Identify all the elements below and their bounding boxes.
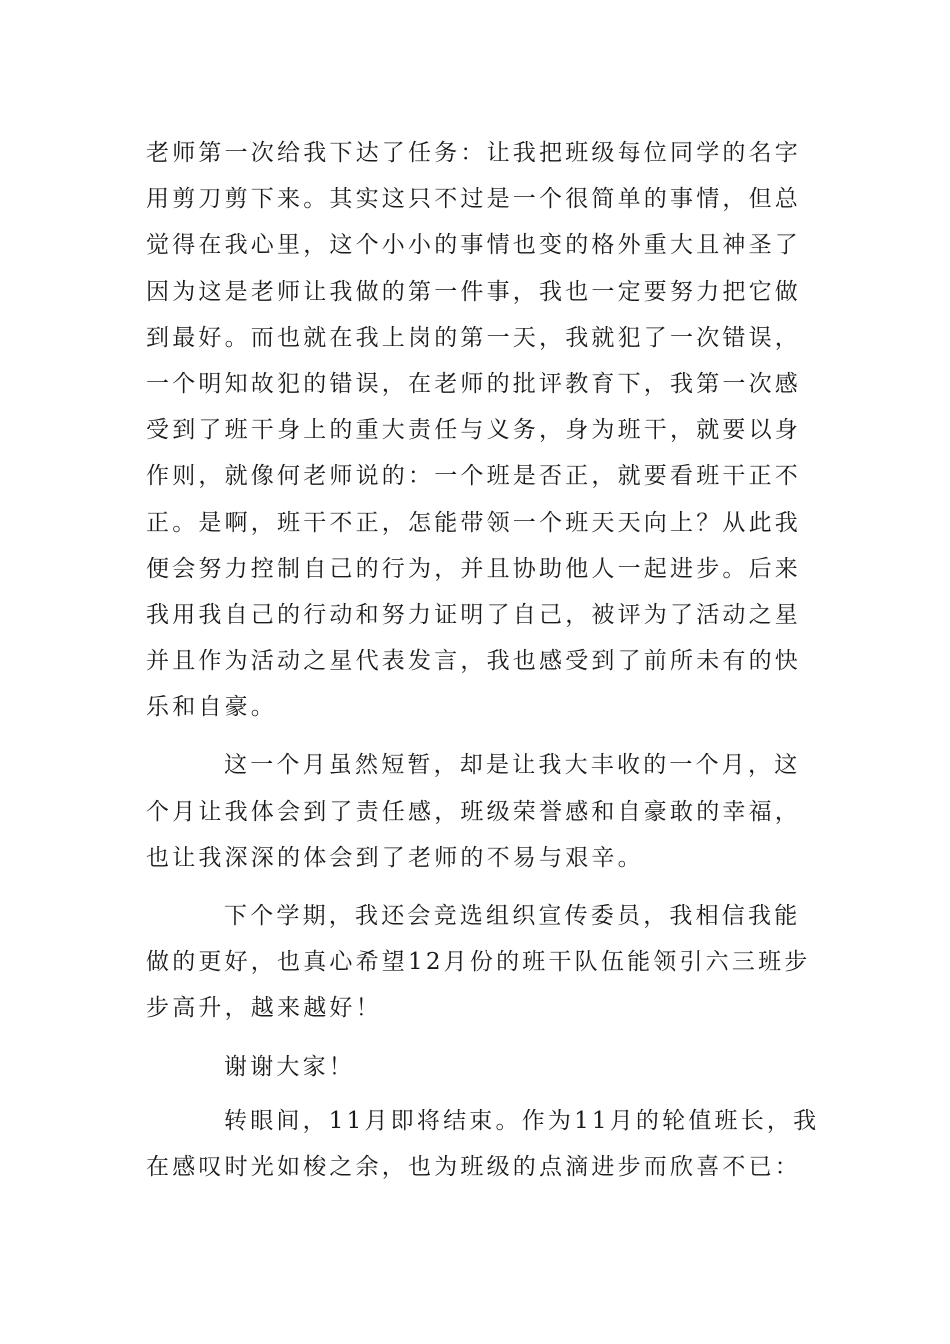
text-line: 一个明知故犯的错误，在老师的批评教育下，我第一次感 — [146, 370, 801, 397]
paragraph-gap — [146, 881, 826, 893]
text-line: 并且作为活动之星代表发言，我也感受到了前所未有的快 — [146, 648, 801, 675]
text-line: 到最好。而也就在我上岗的第一天，我就犯了一次错误， — [146, 324, 801, 351]
text-line: 转眼间，11月即将结束。作为11月的轮值班长，我 — [224, 1107, 820, 1134]
text-line: 受到了班干身上的重大责任与义务，身为班干，就要以身 — [146, 417, 801, 444]
text-line: 下个学期，我还会竞选组织宣传委员，我相信我能 — [224, 903, 801, 929]
text-line: 个月让我体会到了责任感，班级荣誉感和自豪敢的幸福， — [146, 798, 801, 825]
paragraph-gap — [146, 730, 826, 742]
text-line: 便会努力控制自己的行为，并且协助他人一起进步。后来 — [146, 555, 801, 582]
text-line: 老师第一次给我下达了任务：让我把班级每位同学的名字 — [146, 140, 801, 166]
paragraph-gap — [146, 1090, 826, 1098]
text-line: 谢谢大家！ — [224, 1053, 355, 1080]
text-line: 觉得在我心里，这个小小的事情也变的格外重大且神圣了 — [146, 232, 801, 259]
text-line: 也让我深深的体会到了老师的不易与艰辛。 — [146, 844, 644, 871]
text-line: 乐和自豪。 — [146, 694, 277, 721]
text-line: 用剪刀剪下来。其实这只不过是一个很简单的事情，但总 — [146, 186, 801, 213]
text-line: 作则，就像何老师说的：一个班是否正，就要看班干正不 — [146, 463, 801, 490]
text-line: 正。是啊，班干不正，怎能带领一个班天天向上？从此我 — [146, 509, 801, 536]
text-line: 做的更好，也真心希望12月份的班干队伍能领引六三班步 — [146, 949, 811, 976]
body-text — [146, 130, 826, 1190]
text-line: 我用我自己的行动和努力证明了自己，被评为了活动之星 — [146, 601, 801, 628]
text-line: 因为这是老师让我做的第一件事，我也一定要努力把它做 — [146, 278, 801, 305]
text-line: 步高升，越来越好！ — [146, 995, 382, 1022]
text-line: 这一个月虽然短暂，却是让我大丰收的一个月，这 — [224, 752, 801, 779]
text-line: 在感叹时光如梭之余，也为班级的点滴进步而欣喜不已： — [146, 1153, 801, 1180]
paragraph-gap — [146, 1032, 826, 1044]
